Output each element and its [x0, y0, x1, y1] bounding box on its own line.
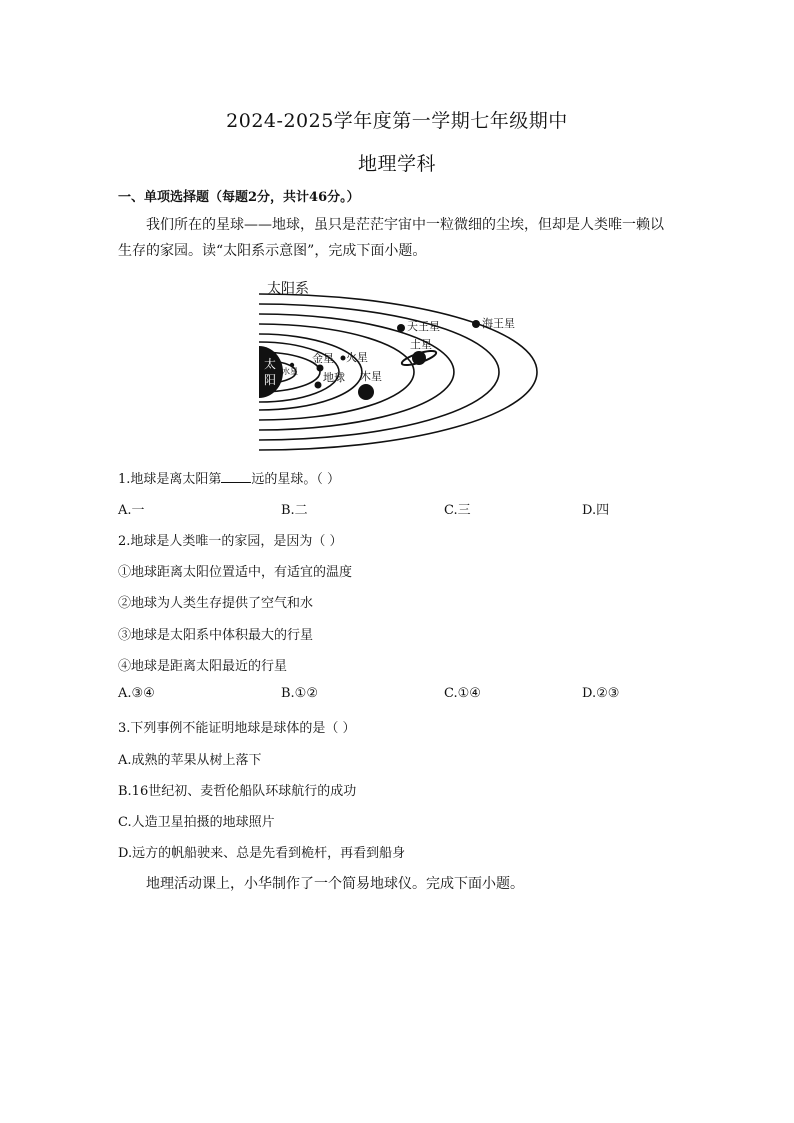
- q2-statement-2: ②地球为人类生存提供了空气和水: [118, 596, 314, 611]
- uranus-dot: [397, 324, 405, 332]
- q2-statement-3: ③地球是太阳系中体积最大的行星: [118, 628, 314, 643]
- q3-option-a[interactable]: A.成熟的苹果从树上落下: [118, 753, 262, 768]
- q2-statement-1: ①地球距离太阳位置适中，有适宜的温度: [118, 565, 353, 580]
- q1-option-c[interactable]: C.三: [444, 503, 471, 518]
- intro-paragraph: [118, 212, 678, 264]
- q2-option-d[interactable]: D.②③: [582, 686, 620, 701]
- q3-option-d[interactable]: D.远方的帆船驶来、总是先看到桅杆，再看到船身: [118, 846, 406, 861]
- q1-option-a[interactable]: A.一: [118, 503, 145, 518]
- q3-stem: 3.下列事例不能证明地球是球体的是（ ）: [118, 721, 356, 736]
- q2-statement-4: ④地球是距离太阳最近的行星: [118, 659, 288, 674]
- neptune-label: 海王星: [482, 317, 515, 330]
- earth-dot: [315, 382, 322, 389]
- q1-stem: [118, 468, 340, 487]
- exam-title: 2024-2025学年度第一学期七年级期中: [226, 110, 568, 132]
- saturn-label: 土星: [410, 338, 432, 351]
- intro-line-2: 生存的家园。读“太阳系示意图”，完成下面小题。: [118, 243, 427, 259]
- q1-option-d[interactable]: D.四: [582, 503, 610, 518]
- uranus-label: 天王星: [407, 320, 440, 333]
- q1-stem-after: 远的星球。（ ）: [251, 472, 341, 487]
- earth-label: 地球: [323, 371, 345, 384]
- section-heading: 一、单项选择题（每题2分，共计46分。）: [118, 190, 360, 205]
- mercury-label: 水星: [282, 367, 298, 376]
- q1-blank: [221, 470, 251, 483]
- q2-option-a[interactable]: A.③④: [118, 686, 155, 701]
- venus-label: 金星: [312, 352, 334, 365]
- q3-option-b[interactable]: B.16世纪初、麦哲伦船队环球航行的成功: [118, 784, 357, 799]
- sun-label-2: 阳: [264, 373, 277, 387]
- solar-system-diagram: [230, 274, 550, 454]
- mars-dot: [341, 356, 346, 361]
- q1-option-b[interactable]: B.二: [281, 503, 308, 518]
- diagram-title: 太阳系: [267, 281, 309, 297]
- q2-option-b[interactable]: B.①②: [281, 686, 318, 701]
- q2-option-c[interactable]: C.①④: [444, 686, 481, 701]
- intro-paragraph-2: 地理活动课上，小华制作了一个简易地球仪。完成下面小题。: [146, 876, 524, 892]
- sun-label-1: 太: [264, 357, 277, 371]
- q1-stem-before: 1.地球是离太阳第: [118, 472, 222, 487]
- q3-option-c[interactable]: C.人造卫星拍摄的地球照片: [118, 815, 275, 830]
- q2-stem: 2.地球是人类唯一的家园，是因为（ ）: [118, 534, 343, 549]
- neptune-dot: [472, 320, 480, 328]
- jupiter-label: 木星: [360, 370, 382, 383]
- jupiter-dot: [358, 384, 374, 400]
- exam-subject: 地理学科: [357, 153, 436, 175]
- intro-line-1: 我们所在的星球——地球，虽只是茫茫宇宙中一粒微细的尘埃，但却是人类唯一赖以: [146, 217, 664, 233]
- mars-label: 火星: [346, 351, 368, 364]
